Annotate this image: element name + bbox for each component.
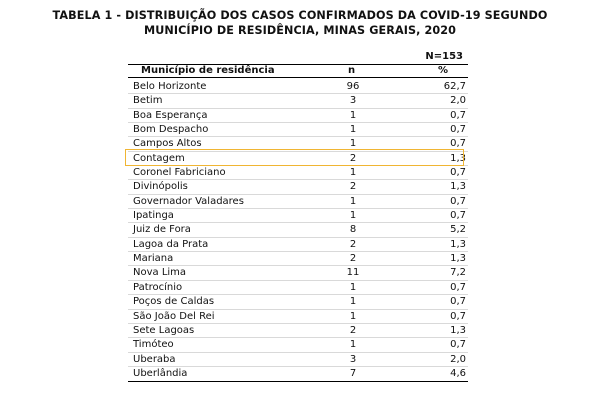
table-title-line-1: TABELA 1 - DISTRIBUIÇÃO DOS CASOS CONFIRMADOS DA COVID-19 SEGUNDO bbox=[52, 9, 548, 22]
cell-municipio: Betim bbox=[133, 95, 163, 107]
table-title-line-2: MUNICÍPIO DE RESIDÊNCIA, MINAS GERAIS, 2020 bbox=[143, 24, 457, 37]
cell-municipio: Ipatinga bbox=[133, 210, 174, 222]
cell-pct: 0,7 bbox=[450, 296, 466, 308]
cell-n: 3 bbox=[349, 95, 357, 107]
table-row bbox=[0, 324, 600, 338]
cell-municipio: Campos Altos bbox=[133, 138, 202, 150]
cell-n: 96 bbox=[346, 81, 360, 92]
cell-pct: 1,3 bbox=[450, 253, 466, 265]
table-row bbox=[0, 266, 600, 280]
cell-municipio: Uberaba bbox=[133, 353, 176, 365]
table-row bbox=[0, 367, 600, 381]
table-bottom-rule bbox=[128, 381, 468, 382]
cell-pct: 1,3 bbox=[450, 152, 466, 164]
cell-municipio: Mariana bbox=[133, 253, 174, 265]
table-row bbox=[0, 295, 600, 309]
table-row bbox=[0, 252, 600, 266]
header-n: n bbox=[348, 65, 356, 76]
table-body bbox=[0, 80, 600, 381]
cell-municipio: Sete Lagoas bbox=[133, 324, 195, 336]
sample-size-label: N=153 bbox=[425, 51, 463, 62]
cell-pct: 1,3 bbox=[450, 238, 466, 250]
cell-n: 2 bbox=[349, 324, 357, 336]
cell-pct: 7,2 bbox=[450, 267, 466, 279]
table-row bbox=[0, 209, 600, 223]
cell-pct: 0,7 bbox=[450, 310, 466, 322]
cell-n: 2 bbox=[349, 181, 357, 193]
cell-n: 1 bbox=[349, 167, 357, 179]
header-municipio: Município de residência bbox=[141, 65, 275, 76]
cell-n: 8 bbox=[349, 224, 357, 236]
table-row bbox=[0, 109, 600, 123]
cell-n: 2 bbox=[349, 238, 357, 250]
cell-n: 1 bbox=[349, 339, 357, 351]
table-row bbox=[0, 195, 600, 209]
table-row bbox=[0, 123, 600, 137]
cell-municipio: Governador Valadares bbox=[133, 195, 244, 207]
cell-municipio: Boa Esperança bbox=[133, 109, 208, 121]
table-row bbox=[0, 310, 600, 324]
cell-municipio: Patrocínio bbox=[133, 281, 183, 293]
cell-n: 1 bbox=[349, 109, 357, 121]
cell-municipio: Lagoa da Prata bbox=[133, 238, 209, 250]
cell-pct: 0,7 bbox=[450, 281, 466, 293]
cell-n: 1 bbox=[349, 281, 357, 293]
cell-pct: 2,0 bbox=[450, 95, 466, 107]
cell-municipio: Contagem bbox=[133, 152, 185, 164]
cell-n: 1 bbox=[349, 195, 357, 207]
cell-municipio: São João Del Rei bbox=[133, 310, 215, 322]
cell-n: 7 bbox=[349, 367, 357, 379]
cell-pct: 5,2 bbox=[450, 224, 466, 236]
table-row bbox=[0, 353, 600, 367]
cell-municipio: Bom Despacho bbox=[133, 124, 209, 136]
cell-pct: 1,3 bbox=[450, 324, 466, 336]
cell-municipio: Coronel Fabriciano bbox=[133, 167, 226, 179]
cell-municipio: Belo Horizonte bbox=[133, 81, 207, 92]
cell-pct: 62,7 bbox=[443, 81, 466, 92]
cell-n: 11 bbox=[346, 267, 360, 279]
table-row bbox=[0, 152, 600, 166]
cell-n: 2 bbox=[349, 253, 357, 265]
cell-n: 1 bbox=[349, 210, 357, 222]
cell-n: 1 bbox=[349, 138, 357, 150]
cell-pct: 0,7 bbox=[450, 138, 466, 150]
cell-municipio: Uberlândia bbox=[133, 367, 188, 379]
table-header-rule bbox=[128, 77, 468, 78]
table-row bbox=[0, 223, 600, 237]
table-row bbox=[0, 166, 600, 180]
table-row bbox=[0, 338, 600, 352]
cell-pct: 0,7 bbox=[450, 167, 466, 179]
cell-n: 2 bbox=[349, 152, 357, 164]
table-row bbox=[0, 80, 600, 94]
cell-municipio: Nova Lima bbox=[133, 267, 187, 279]
cell-n: 1 bbox=[349, 296, 357, 308]
table-row bbox=[0, 238, 600, 252]
cell-municipio: Juiz de Fora bbox=[133, 224, 191, 236]
header-pct: % bbox=[438, 65, 449, 76]
cell-pct: 0,7 bbox=[450, 339, 466, 351]
table-row bbox=[0, 137, 600, 151]
table-row bbox=[0, 180, 600, 194]
cell-municipio: Poços de Caldas bbox=[133, 296, 215, 308]
cell-n: 1 bbox=[349, 124, 357, 136]
cell-municipio: Divinópolis bbox=[133, 181, 188, 193]
table-row bbox=[0, 281, 600, 295]
cell-pct: 0,7 bbox=[450, 124, 466, 136]
cell-pct: 2,0 bbox=[450, 353, 466, 365]
cell-pct: 4,6 bbox=[450, 367, 466, 379]
cell-n: 3 bbox=[349, 353, 357, 365]
cell-pct: 0,7 bbox=[450, 210, 466, 222]
cell-pct: 0,7 bbox=[450, 109, 466, 121]
cell-municipio: Timóteo bbox=[133, 339, 174, 351]
cell-pct: 0,7 bbox=[450, 195, 466, 207]
cell-pct: 1,3 bbox=[450, 181, 466, 193]
cell-n: 1 bbox=[349, 310, 357, 322]
table-row bbox=[0, 94, 600, 108]
